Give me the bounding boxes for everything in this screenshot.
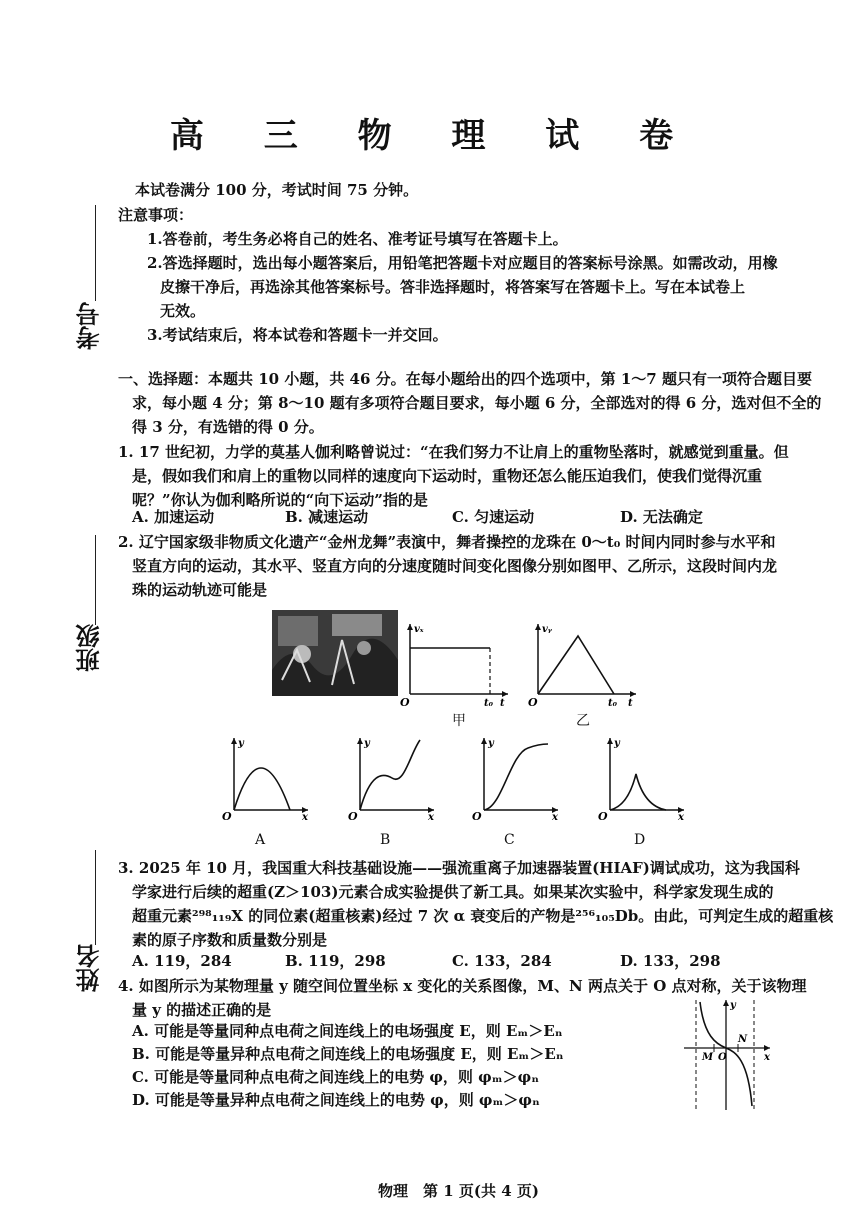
name-label: 姓名: [75, 944, 104, 992]
question-2-text: 竖直方向的运动，其水平、竖直方向的分速度随时间变化图像分别如图甲、乙所示，这段时间内龙: [132, 557, 778, 575]
figure-yi: [528, 622, 638, 714]
q4-option-c: C. 可能是等量同种点电荷之间连线上的电势 φ，则 φₘ＞φₙ: [132, 1068, 539, 1086]
section-heading: 求，每小题 4 分；第 8～10 题有多项符合题目要求，每小题 6 分，全部选对的得 6 分，选对但不全的: [132, 394, 822, 412]
question-3-text: 学家进行后续的超重(Z＞103)元素合成实验提供了新工具。如果某次实验中，科学家发现生成的: [132, 883, 774, 901]
svg-text:O: O: [598, 810, 608, 822]
graph-d-label: D: [634, 832, 646, 848]
page-footer: 物理 第 1 页(共 4 页): [378, 1182, 539, 1200]
jia-t0: t₀: [484, 698, 493, 709]
graph-c-label: C: [504, 832, 515, 848]
question-4-text: 量 y 的描述正确的是: [132, 1001, 272, 1019]
graph-a-label: A: [255, 832, 266, 848]
graph-option-b: [348, 734, 438, 822]
question-3-text: 3. 2025 年 10 月，我国重大科技基础设施——强流重离子加速器装置(HIAF)调试成功，这为我国科: [118, 859, 800, 877]
yi-origin: O: [528, 696, 538, 709]
name-rule: [95, 850, 96, 945]
question-2-text: 2. 辽宁国家级非物质文化遗产“金州龙舞”表演中，舞者操控的龙珠在 0～t₀ 时间内同时参与水平和: [118, 533, 776, 551]
yi-axis-x: t: [628, 698, 633, 709]
q4-point-o: O: [718, 1052, 727, 1063]
question-4-text: 4. 如图所示为某物理量 y 随空间位置坐标 x 变化的关系图像，M、N 两点关于 O 点对称，关于该物理: [118, 977, 807, 995]
graph-option-a: [222, 734, 312, 822]
q4-option-a: A. 可能是等量同种点电荷之间连线上的电场强度 E，则 Eₘ＞Eₙ: [132, 1022, 563, 1040]
jia-axis-x: t: [500, 698, 505, 709]
question-1-text: 1. 17 世纪初，力学的莫基人伽利略曾说过：“在我们努力不让肩上的重物坠落时，就感觉到重量。但: [118, 443, 789, 461]
notice-item: 无效。: [160, 302, 206, 320]
q3-option-c: C. 133，284: [452, 952, 552, 970]
q4-axis-y: y: [730, 1000, 736, 1011]
svg-text:y: y: [238, 738, 244, 749]
svg-text:x: x: [302, 812, 308, 822]
figure-yi-caption: 乙: [576, 713, 590, 729]
figure-jia: [400, 622, 510, 714]
section-heading: 一、选择题：本题共 10 小题，共 46 分。在每小题给出的四个选项中，第 1～7 题只有一项符合题目要: [118, 370, 812, 388]
graph-b-label: B: [380, 832, 391, 848]
jia-axis-y: vₓ: [414, 624, 424, 635]
yi-t0: t₀: [608, 698, 617, 709]
question-3-text: 素的原子序数和质量数分别是: [132, 931, 328, 949]
intro-text: 本试卷满分 100 分，考试时间 75 分钟。: [135, 181, 419, 199]
page-title: 高 三 物 理 试 卷: [169, 116, 698, 156]
q4-option-d: D. 可能是等量异种点电荷之间连线上的电势 φ，则 φₘ＞φₙ: [132, 1091, 540, 1109]
yi-axis-y: vᵧ: [542, 624, 552, 635]
jia-origin: O: [400, 696, 410, 709]
question-1-text: 是，假如我们和肩上的重物以同样的速度向下运动时，重物还怎么能压迫我们，使我们觉得沉重: [132, 467, 763, 485]
q4-point-n: N: [738, 1034, 748, 1045]
dragon-dance-photo: [272, 610, 398, 696]
svg-text:O: O: [222, 810, 232, 822]
q3-option-d: D. 133，298: [620, 952, 721, 970]
exam-no-label: 考号: [75, 302, 104, 350]
svg-text:O: O: [348, 810, 358, 822]
svg-text:x: x: [552, 812, 558, 822]
notice-item: 皮擦干净后，再选涂其他答案标号。答非选择题时，将答案写在答题卡上。写在本试卷上: [160, 278, 746, 296]
notice-item: 3.考试结束后，将本试卷和答题卡一并交回。: [147, 326, 448, 344]
exam-no-rule: [95, 205, 96, 301]
q4-point-m: M: [702, 1052, 714, 1063]
q1-option-b: B. 减速运动: [285, 508, 369, 526]
question-1-text: 呢？”你认为伽利略所说的“向下运动”指的是: [132, 491, 428, 509]
question-2-text: 珠的运动轨迹可能是: [132, 581, 268, 599]
class-label: 班级: [75, 624, 104, 672]
svg-text:x: x: [428, 812, 434, 822]
graph-option-d: [598, 734, 688, 822]
svg-text:O: O: [472, 810, 482, 822]
svg-text:x: x: [678, 812, 684, 822]
svg-text:y: y: [614, 738, 620, 749]
q1-option-a: A. 加速运动: [132, 508, 215, 526]
q4-axis-x: x: [764, 1052, 770, 1063]
section-heading: 得 3 分，有选错的得 0 分。: [132, 418, 324, 436]
q3-option-b: B. 119，298: [285, 952, 386, 970]
notice-item: 1.答卷前，考生务必将自己的姓名、准考证号填写在答题卡上。: [147, 230, 568, 248]
figure-q4: [682, 996, 774, 1114]
svg-text:y: y: [364, 738, 370, 749]
class-rule: [95, 535, 96, 625]
q4-option-b: B. 可能是等量异种点电荷之间连线上的电场强度 E，则 Eₘ＞Eₙ: [132, 1045, 564, 1063]
graph-option-c: [472, 734, 562, 822]
question-3-text: 超重元素²⁹⁸₁₁₉X 的同位素(超重核素)经过 7 次 α 衰变后的产物是²⁵⁶₁₀₅Db。由此，可判定生成的超重核: [132, 907, 834, 925]
q3-option-a: A. 119，284: [132, 952, 232, 970]
notice-item: 2.答选择题时，选出每小题答案后，用铅笔把答题卡对应题目的答案标号涂黑。如需改动，用橡: [147, 254, 778, 272]
q1-option-c: C. 匀速运动: [452, 508, 535, 526]
notice-heading: 注意事项：: [118, 206, 194, 224]
svg-text:y: y: [488, 738, 494, 749]
figure-jia-caption: 甲: [452, 713, 466, 729]
q1-option-d: D. 无法确定: [620, 508, 703, 526]
